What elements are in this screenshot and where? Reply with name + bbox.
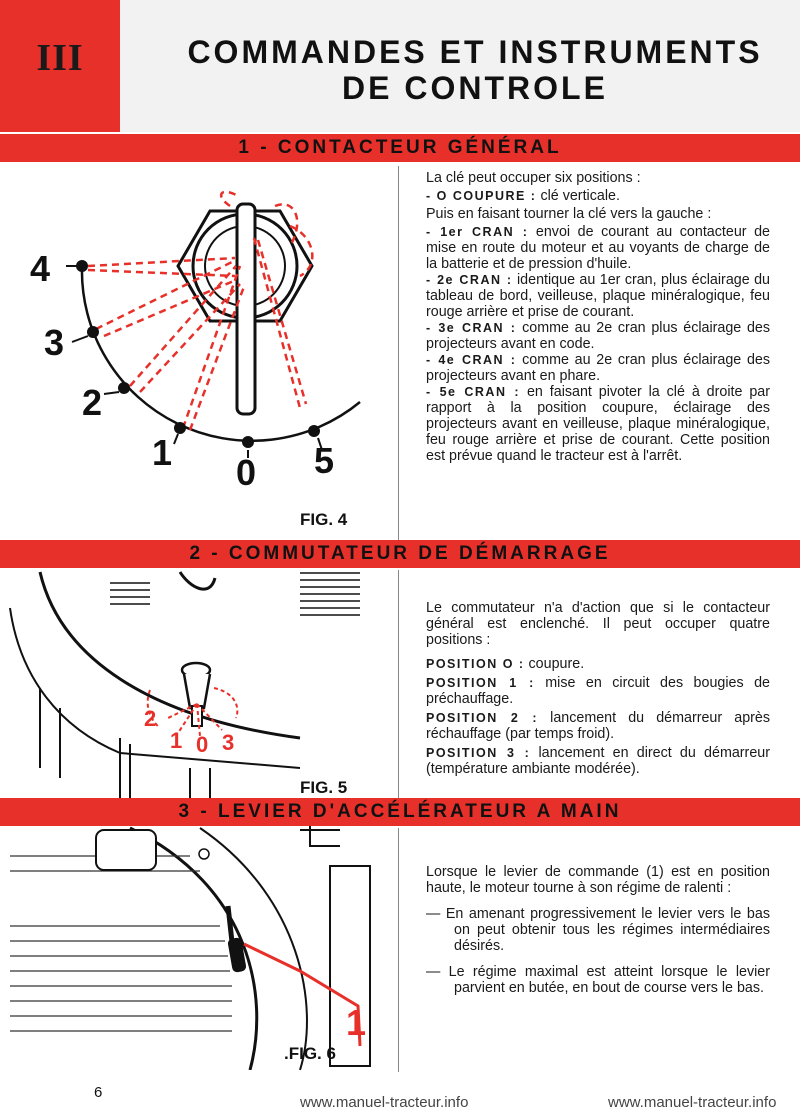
fig4-label-5: 5 <box>314 440 335 481</box>
section1-text <box>426 170 770 464</box>
section3-band <box>0 798 800 826</box>
section3-heading: 3 - LEVIER D'ACCÉLÉRATEUR A MAIN <box>178 801 622 822</box>
section2-text <box>426 600 770 777</box>
s1-p2-keyword: - 2e CRAN : <box>426 273 513 287</box>
fig4-caption: FIG. 4 <box>300 510 348 529</box>
page-title-line2: DE CONTROLE <box>342 70 608 106</box>
fig6-caption: .FIG. 6 <box>284 1044 336 1063</box>
fig6-illustration <box>0 826 396 1070</box>
s1-lead: Puis en faisant tourner la clé vers la gauche : <box>426 206 712 222</box>
fig5-label-0: 0 <box>196 732 209 757</box>
s1-p0-keyword: - O COUPURE : <box>426 189 537 203</box>
s1-p2-text: identique au 1er cran, plus éclairage du tableau de bord, veilleuse, plaque minéralogique, feu rouge arrière et prise de courant. <box>426 272 770 320</box>
fig4-label-3: 3 <box>44 322 65 363</box>
page-title <box>150 34 800 106</box>
section2-divider <box>398 570 399 802</box>
watermark-right: www.manuel-tracteur.info <box>608 1094 777 1111</box>
s3-intro: Lorsque le levier de commande (1) est en position haute, le moteur tourne à son régime de ralenti : <box>426 864 770 896</box>
s1-p4-text: comme au 2e cran plus éclairage des projecteurs avant en phare. <box>426 352 770 384</box>
s2-p2-text: lancement du démarreur après réchauffage (par temps froid). <box>426 710 771 742</box>
section2-band <box>0 540 800 568</box>
s1-p1-text: envoi de courant au contacteur de mise en route du moteur et au voyants de charge de la batterie et de pression d'huile. <box>426 224 770 272</box>
section1-divider <box>398 166 399 540</box>
fig4-label-4: 4 <box>30 248 51 289</box>
s2-p1-keyword: POSITION 1 : <box>426 676 535 690</box>
section2-heading: 2 - COMMUTATEUR DE DÉMARRAGE <box>189 543 611 564</box>
s2-p0-text: coupure. <box>524 656 585 672</box>
s2-p3-text: lancement en direct du démarreur (température ambiante modérée). <box>426 745 770 777</box>
s2-p1-text: mise en circuit des bougies de préchauffage. <box>426 675 770 707</box>
section1-band <box>0 134 800 162</box>
s2-p2-keyword: POSITION 2 : <box>426 711 539 725</box>
fig4-label-0: 0 <box>236 452 257 493</box>
s1-p3-text: comme au 2e cran plus éclairage des projecteurs avant en code. <box>426 320 770 352</box>
watermark-left: www.manuel-tracteur.info <box>300 1094 469 1111</box>
s1-p1-keyword: - 1er CRAN : <box>426 225 529 239</box>
s1-p5-text: en faisant pivoter la clé à droite par rapport à la position coupure, éclairage des projecteurs avant en veilleuse, plaque minéralogique, feu rouge arrière et prise de courant. Cette position est prévue quand le tracteur est à l'arrêt. <box>426 384 771 464</box>
fig4-label-2: 2 <box>82 382 103 423</box>
page-number: 6 <box>94 1084 103 1101</box>
fig5-label-1: 1 <box>170 728 183 753</box>
s2-p0-keyword: POSITION O : <box>426 657 525 671</box>
s1-p0-text: clé verticale. <box>536 188 620 204</box>
s3-item1: — En amenant progressivement le levier vers le bas on peut obtenir tous les régimes intermédiaires désirés. <box>426 906 770 954</box>
s2-intro: Le commutateur n'a d'action que si le contacteur général est enclenché. Il peut occuper quatre positions : <box>426 600 770 648</box>
s1-p3-keyword: - 3e CRAN : <box>426 321 517 335</box>
fig4-label-1: 1 <box>152 432 173 473</box>
fig5-illustration <box>0 568 396 800</box>
fig5-label-3: 3 <box>222 730 235 755</box>
section3-text <box>426 864 770 996</box>
fig5-caption: FIG. 5 <box>300 778 348 797</box>
section1-heading: 1 - CONTACTEUR GÉNÉRAL <box>238 137 562 158</box>
page-title-line1: COMMANDES ET INSTRUMENTS <box>187 34 763 70</box>
s1-intro: La clé peut occuper six positions : <box>426 170 641 186</box>
section3-divider <box>398 828 399 1072</box>
s1-p4-keyword: - 4e CRAN : <box>426 353 517 367</box>
s1-p5-keyword: - 5e CRAN : <box>426 385 521 399</box>
chapter-number: III <box>36 37 84 79</box>
s3-item2: — Le régime maximal est atteint lorsque le levier parvient en butée, en bout de course vers le bas. <box>426 964 770 996</box>
fig6-callout-1: 1 <box>346 1002 367 1043</box>
s2-p3-keyword: POSITION 3 : <box>426 746 531 760</box>
fig5-label-2: 2 <box>144 706 157 731</box>
